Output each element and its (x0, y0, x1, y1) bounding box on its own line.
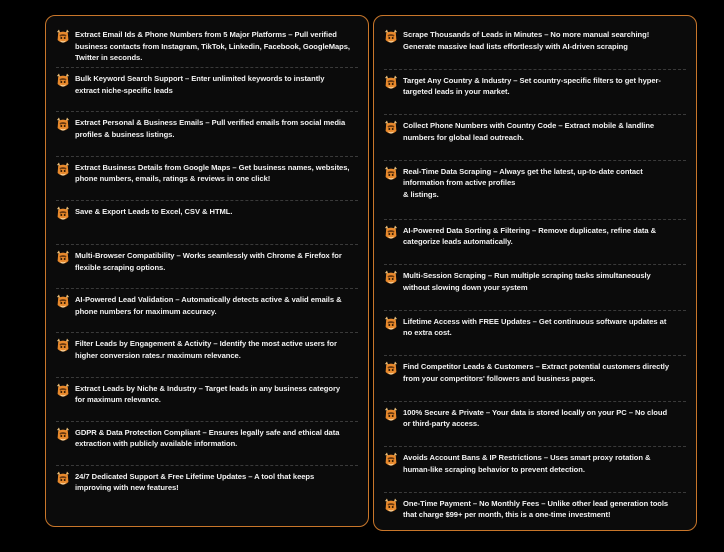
feature-text-line: Find Competitor Leads & Customers – Extract potential customers directly (403, 362, 670, 371)
feature-item (384, 24, 686, 70)
feature-item (56, 112, 358, 156)
feature-text-line: from your competitors' followers and business pages. (403, 373, 596, 383)
feature-text-line: Target Any Country & Industry – Set country-specific filters to get hyper- (403, 75, 661, 85)
feature-item (56, 157, 358, 201)
feature-text-line: for maximum relevance. (75, 395, 161, 405)
viking-helmet-badge-icon (56, 427, 70, 443)
feature-text-line: Twitter in seconds. (75, 53, 143, 63)
feature-text-line: Collect Phone Numbers with Country Code – Extract mobile & landline (403, 121, 655, 130)
feature-item (56, 289, 358, 333)
feature-text (403, 166, 643, 201)
feature-text-line: 100% Secure & Private – Your data is stored locally on your PC – No cloud (403, 407, 668, 417)
viking-helmet-badge-icon (56, 383, 70, 399)
viking-helmet-badge-icon (56, 73, 70, 89)
viking-helmet-badge-icon (384, 270, 398, 286)
viking-helmet-badge-icon (56, 338, 70, 354)
feature-text-line: One-Time Payment – No Monthly Fees – Unlike other lead generation tools (403, 498, 669, 508)
feature-text-line: Save & Export Leads to Excel, CSV & HTML. (75, 206, 233, 216)
feature-item (56, 466, 358, 510)
feature-text-line: Avoids Account Bans & IP Restrictions – Uses smart proxy rotation & (403, 453, 651, 462)
viking-helmet-badge-icon (384, 316, 398, 332)
feature-text (75, 383, 340, 406)
feature-text-line: business contacts from Instagram, TikTok, Linkedin, Facebook, GoogleMaps, (75, 41, 350, 51)
viking-helmet-badge-icon (384, 361, 398, 377)
feature-text-line: profiles & business listings. (75, 129, 175, 139)
feature-text (403, 316, 666, 339)
feature-text-line: no extra cost. (403, 328, 452, 338)
feature-item (56, 68, 358, 112)
feature-item (56, 333, 358, 377)
viking-helmet-badge-icon (384, 225, 398, 241)
feature-text-line: flexible scraping options. (75, 262, 166, 272)
feature-text-line: Extract Business Details from Google Maps – Get business names, websites, (75, 162, 350, 172)
feature-text (403, 225, 656, 248)
feature-text-line: numbers for global lead outreach. (403, 132, 524, 142)
feature-text-line: & listings. (403, 189, 439, 199)
viking-helmet-badge-icon (56, 206, 70, 222)
feature-item (56, 422, 358, 466)
feature-text-line: 24/7 Dedicated Support & Free Lifetime Updates – A tool that keeps (75, 471, 315, 481)
feature-text-line: Filter Leads by Engagement & Activity – Identify the most active users for (75, 339, 337, 349)
feature-text-line: Extract Personal & Business Emails – Pull verified emails from social media (75, 118, 346, 128)
feature-text (75, 206, 232, 218)
viking-helmet-badge-icon (56, 29, 70, 45)
feature-item (384, 265, 686, 311)
feature-text-line: improving with new features! (75, 483, 179, 493)
feature-text-line: higher conversion rates.r maximum relevance. (75, 350, 241, 360)
viking-helmet-badge-icon (384, 452, 398, 468)
feature-text-line: Lifetime Access with FREE Updates – Get continuous software updates at (403, 316, 667, 326)
viking-helmet-badge-icon (384, 29, 398, 45)
feature-item (384, 402, 686, 448)
feature-item (56, 245, 358, 289)
feature-item (384, 115, 686, 161)
feature-text (403, 270, 651, 293)
viking-helmet-badge-icon (56, 250, 70, 266)
feature-text-line: Bulk Keyword Search Support – Enter unlimited keywords to instantly (75, 74, 325, 84)
feature-text-line: Extract Email Ids & Phone Numbers from 5 Major Platforms – Pull verified (75, 30, 337, 39)
feature-text-line: without slowing down your system (403, 282, 528, 292)
feature-text (403, 407, 667, 430)
feature-text-line: AI-Powered Data Sorting & Filtering – Remove duplicates, refine data & (403, 225, 657, 235)
feature-item (56, 24, 358, 68)
feature-item (384, 493, 686, 539)
feature-text-line: human-like scraping behavior to prevent detection. (403, 464, 585, 474)
feature-text-line: Multi-Session Scraping – Run multiple scraping tasks simultaneously (403, 271, 651, 280)
feature-text-line: or third-party access. (403, 419, 480, 429)
left-feature-panel (45, 15, 369, 527)
feature-text-line: Real-Time Data Scraping – Always get the latest, up-to-date contact (403, 166, 643, 176)
feature-item (384, 447, 686, 493)
feature-text (403, 120, 654, 143)
viking-helmet-badge-icon (384, 120, 398, 136)
feature-text (75, 73, 324, 96)
viking-helmet-badge-icon (56, 471, 70, 487)
feature-text-line: that charge $99+ per month, this is a one-time investment! (403, 510, 611, 520)
feature-item (384, 220, 686, 266)
feature-text-line: Generate massive lead lists effortlessly with AI-driven scraping (403, 41, 628, 51)
feature-text-line: Scrape Thousands of Leads in Minutes – No more manual searching! (403, 30, 650, 39)
feature-text (403, 498, 668, 521)
feature-text (403, 361, 669, 384)
feature-text-line: extract niche-specific leads (75, 85, 173, 95)
viking-helmet-badge-icon (384, 75, 398, 91)
feature-text-line: phone numbers, emails, ratings & reviews in one click! (75, 174, 271, 184)
feature-text-line: information from active profiles (403, 178, 516, 188)
feature-text-line: categorize leads automatically. (403, 237, 513, 247)
feature-item (384, 311, 686, 357)
right-feature-panel (373, 15, 697, 531)
feature-item (56, 201, 358, 245)
feature-text (403, 452, 650, 475)
viking-helmet-badge-icon (384, 498, 398, 514)
feature-text (75, 471, 314, 494)
feature-item (384, 70, 686, 116)
feature-text-line: AI-Powered Lead Validation – Automatically detects active & valid emails & (75, 295, 342, 305)
feature-text-line: targeted leads in your market. (403, 87, 510, 97)
feature-text (403, 29, 649, 52)
feature-text (75, 294, 342, 317)
feature-text (75, 162, 349, 185)
feature-text-line: phone numbers for maximum accuracy. (75, 306, 217, 316)
feature-text-line: Multi-Browser Compatibility – Works seamlessly with Chrome & Firefox for (75, 250, 342, 260)
feature-text-line: Extract Leads by Niche & Industry – Target leads in any business category (75, 383, 341, 393)
viking-helmet-badge-icon (384, 166, 398, 182)
feature-text (75, 427, 339, 450)
feature-item (384, 356, 686, 402)
viking-helmet-badge-icon (56, 294, 70, 310)
feature-text-line: extraction with publicly available information. (75, 439, 238, 449)
feature-text (75, 250, 342, 273)
feature-text-line: GDPR & Data Protection Compliant – Ensures legally safe and ethical data (75, 427, 340, 437)
feature-text (75, 117, 345, 140)
feature-text (403, 75, 661, 98)
feature-text (75, 338, 337, 361)
feature-item (56, 378, 358, 422)
feature-item (384, 161, 686, 220)
feature-text (75, 29, 350, 64)
viking-helmet-badge-icon (56, 117, 70, 133)
viking-helmet-badge-icon (56, 162, 70, 178)
viking-helmet-badge-icon (384, 407, 398, 423)
